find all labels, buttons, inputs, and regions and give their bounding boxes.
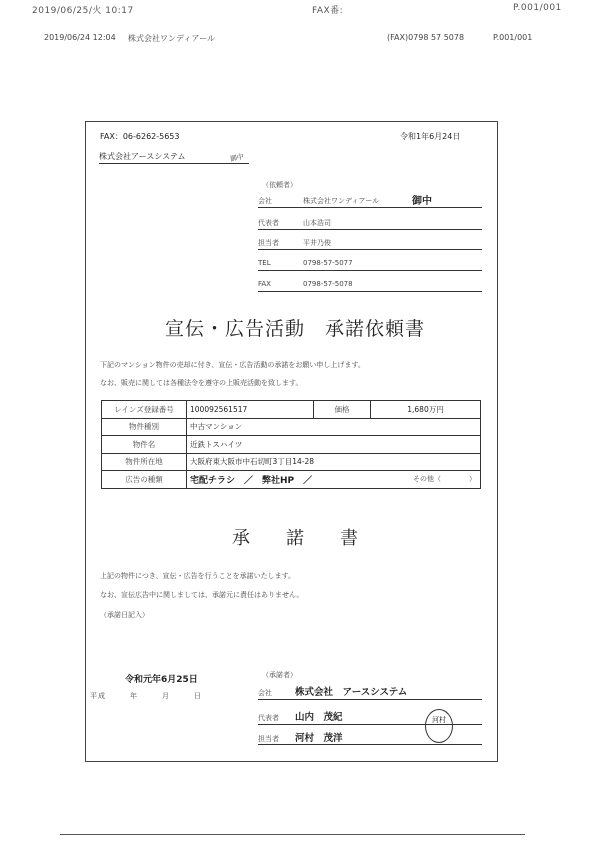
table-row	[102, 418, 481, 436]
field-value-company: 株式会社ワンディアール	[303, 197, 380, 205]
table-row	[102, 401, 481, 419]
fax-subheader-page: P.001/001	[493, 33, 533, 42]
field-suffix-company: 御中	[412, 196, 432, 207]
field-value-tel: 0798-57-5077	[303, 259, 353, 267]
field-value-representative: 山本浩司	[303, 219, 331, 227]
requester-label: （依頼者）	[262, 181, 297, 189]
field-label-tel: TEL	[258, 259, 271, 267]
acceptor-person: 河村 茂洋	[295, 733, 343, 744]
recipient-company: 株式会社アースシステム	[99, 152, 186, 161]
property-table	[101, 400, 481, 489]
table-label: 物件名	[102, 436, 187, 454]
table-value: 大阪府東大阪市中石切町3丁目14-28	[187, 453, 481, 471]
date-top: 令和1年6月24日	[400, 132, 461, 141]
table-label: 価格	[314, 401, 371, 419]
fax-header-page: P.001/001	[513, 3, 562, 13]
acceptor-representative: 山内 茂紀	[295, 712, 343, 723]
field-underline	[258, 229, 482, 230]
acceptance-note: （承諾日記入）	[100, 611, 149, 619]
table-value: 近鉄トスハイツ	[187, 436, 481, 454]
field-value-fax: 0798-57-5078	[303, 280, 353, 288]
acceptance-text-2: なお、宣伝広告中に関しましては、承諾元に責任はありません。	[100, 591, 304, 599]
table-label: 物件種別	[102, 418, 187, 436]
intro-line-1: 下記のマンション物件の売却に付き、宣伝・広告活動の承諾をお願い申し上げます。	[100, 361, 365, 369]
table-value: 中古マンション	[187, 418, 481, 436]
fax-header-datetime: 2019/06/25/火 10:17	[32, 6, 134, 16]
table-row	[102, 471, 481, 489]
acceptance-date: 令和元年6月25日	[125, 675, 198, 685]
era-date-line: 平成 年 月 日	[90, 692, 202, 700]
recipient-suffix: 御中	[229, 152, 245, 164]
fax-to: FAX：06-6262-5653	[100, 132, 180, 141]
field-label-person: 担当者	[258, 239, 279, 247]
document-title: 宣伝・広告活動 承諾依頼書	[165, 318, 426, 340]
fax-subheader-sender: 株式会社ワンディアール	[128, 34, 215, 43]
acceptor-label: （承諾者）	[262, 671, 297, 679]
acceptor-company: 株式会社 アースシステム	[295, 687, 408, 698]
ad-type-cell	[187, 471, 481, 489]
field-label-representative: 代表者	[258, 219, 279, 227]
table-value: 100092561517	[187, 401, 314, 419]
personal-seal-stamp	[425, 709, 453, 743]
field-underline	[258, 207, 482, 208]
table-label: 広告の種類	[102, 471, 187, 489]
field-underline	[258, 744, 482, 745]
acceptor-label-person: 担当者	[258, 735, 279, 743]
field-label-fax: FAX	[258, 280, 271, 288]
field-underline	[258, 699, 482, 700]
acceptor-label-representative: 代表者	[258, 714, 279, 722]
field-underline	[258, 249, 482, 250]
table-value: 1,680万円	[371, 401, 481, 419]
field-underline	[258, 270, 482, 271]
acceptor-label-company: 会社	[258, 689, 272, 697]
field-label-company: 会社	[258, 197, 272, 205]
acceptance-text-1: 上記の物件につき、宣伝・広告を行うことを承諾いたします。	[100, 572, 296, 580]
fax-subheader-datetime: 2019/06/24 12:04	[44, 33, 116, 42]
table-label: レインズ登録番号	[102, 401, 187, 419]
field-value-person: 平井乃俊	[303, 239, 331, 247]
seal-text: 河村	[432, 716, 446, 724]
fax-subheader-fax: (FAX)0798 57 5078	[387, 33, 465, 42]
fax-header-number-label: FAX番:	[312, 6, 344, 16]
acceptance-title: 承 諾 書	[232, 528, 358, 549]
ad-types-other: その他（ ）	[413, 475, 476, 483]
bottom-rule	[60, 834, 525, 835]
intro-line-2: なお、販売に関しては各種法令を遵守の上販売活動を致します。	[100, 379, 303, 387]
field-underline	[258, 291, 482, 292]
table-label: 物件所在地	[102, 453, 187, 471]
ad-types: 宅配チラシ ／ 弊社HP ／	[190, 475, 313, 486]
recipient-underline	[99, 163, 249, 164]
table-row	[102, 453, 481, 471]
table-row	[102, 436, 481, 454]
